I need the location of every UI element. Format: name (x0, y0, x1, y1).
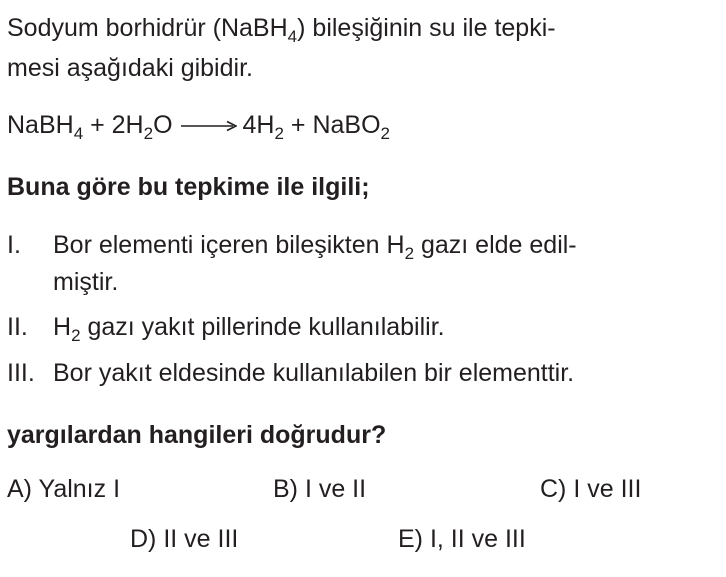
product-hydrogen: 4H (242, 111, 275, 139)
statement-text (53, 231, 577, 263)
statement-numeral: III. (7, 359, 35, 387)
subscript: 2 (71, 326, 81, 345)
statement-text: Bor yakıt eldesinde kullanılabilen bir elementtir. (53, 359, 575, 387)
question-text: yargılardan hangileri doğrudur? (7, 421, 387, 449)
subscript: 2 (380, 124, 391, 143)
intro-line-1 (7, 13, 556, 46)
reactant-nabh4: NaBH (7, 111, 74, 139)
subscript: 2 (274, 124, 284, 143)
intro-text: mesi aşağıdaki gibidir. (7, 54, 253, 82)
option-c[interactable]: C) I ve III (540, 475, 642, 503)
option-b[interactable]: B) I ve II (273, 475, 367, 503)
option-d[interactable]: D) II ve III (130, 525, 239, 553)
statement-text-b: gazı elde edil- (414, 231, 577, 259)
statement-3 (7, 358, 574, 388)
statement-1-continuation: miştir. (53, 268, 119, 296)
statement-text-a: H (53, 313, 72, 341)
reactant-water-tail: O (153, 111, 173, 139)
statement-text-a: Bor elementi içeren bileşikten H (53, 231, 405, 259)
subscript: 2 (404, 244, 415, 263)
subscript: 4 (287, 27, 298, 46)
statement-numeral: I. (7, 231, 21, 259)
reactant-water: + 2H (83, 111, 144, 139)
statement-text (53, 313, 445, 345)
statement-1 (7, 230, 577, 263)
statement-text-b: gazı yakıt pillerinde kullanılabilir. (80, 313, 445, 341)
option-e[interactable]: E) I, II ve III (398, 525, 526, 553)
statement-2 (7, 312, 445, 345)
reaction-arrow-icon (181, 120, 237, 132)
intro-line-2 (7, 53, 253, 83)
prompt-heading: Buna göre bu tepkime ile ilgili; (7, 173, 370, 201)
intro-text: Sodyum borhidrür (NaBH (7, 14, 288, 42)
subscript: 2 (143, 124, 154, 143)
intro-text: ) bileşiğinin su ile tepki- (297, 14, 556, 42)
statement-numeral: II. (7, 313, 28, 341)
subscript: 4 (73, 124, 84, 143)
chemical-equation (7, 110, 391, 143)
option-a[interactable]: A) Yalnız I (7, 475, 121, 503)
product-nabo2: + NaBO (283, 111, 381, 139)
